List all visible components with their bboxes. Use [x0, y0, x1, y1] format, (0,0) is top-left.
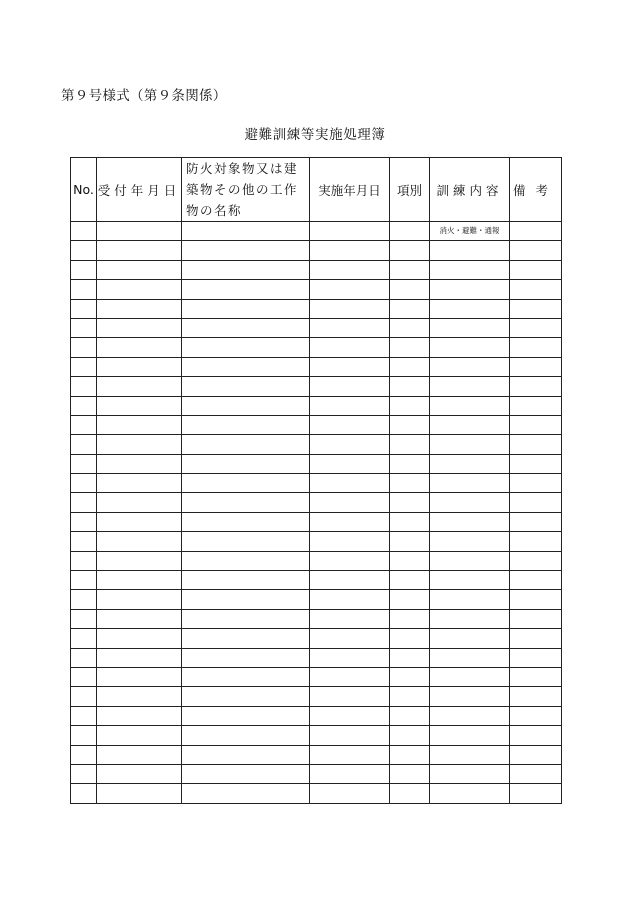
register-table — [70, 157, 562, 804]
cell-no — [71, 745, 97, 764]
table-row — [71, 590, 562, 609]
cell-training-content — [430, 764, 510, 783]
cell-no — [71, 396, 97, 415]
cell-remarks — [510, 474, 562, 493]
cell-implementation-date — [310, 687, 390, 706]
cell-item — [390, 784, 430, 803]
cell-object-name — [182, 241, 310, 260]
cell-implementation-date — [310, 318, 390, 337]
header-item: 項別 — [390, 158, 430, 222]
cell-implementation-date — [310, 571, 390, 590]
cell-item — [390, 726, 430, 745]
table-row — [71, 357, 562, 376]
table-body — [71, 222, 562, 804]
cell-training-content — [430, 571, 510, 590]
table-row — [71, 745, 562, 764]
cell-implementation-date — [310, 512, 390, 531]
cell-object-name — [182, 706, 310, 725]
cell-received-date — [97, 260, 182, 279]
cell-remarks — [510, 241, 562, 260]
cell-remarks — [510, 648, 562, 667]
cell-received-date — [97, 357, 182, 376]
cell-remarks — [510, 357, 562, 376]
header-object-name: 防火対象物又は建築物その他の工作物の名称 — [182, 158, 310, 222]
cell-implementation-date — [310, 590, 390, 609]
cell-remarks — [510, 745, 562, 764]
cell-no — [71, 629, 97, 648]
cell-remarks — [510, 764, 562, 783]
table-row — [71, 571, 562, 590]
cell-no — [71, 551, 97, 570]
cell-training-content — [430, 609, 510, 628]
cell-item — [390, 590, 430, 609]
table-row — [71, 609, 562, 628]
cell-received-date — [97, 222, 182, 241]
cell-received-date — [97, 687, 182, 706]
cell-training-content — [430, 784, 510, 803]
cell-training-content — [430, 745, 510, 764]
table-row — [71, 241, 562, 260]
cell-object-name — [182, 338, 310, 357]
table-row — [71, 280, 562, 299]
cell-received-date — [97, 726, 182, 745]
cell-no — [71, 512, 97, 531]
cell-no — [71, 260, 97, 279]
table-row — [71, 377, 562, 396]
cell-received-date — [97, 609, 182, 628]
cell-no — [71, 571, 97, 590]
cell-implementation-date — [310, 706, 390, 725]
cell-object-name — [182, 648, 310, 667]
cell-received-date — [97, 590, 182, 609]
cell-no — [71, 667, 97, 686]
header-training-content: 訓練内容 — [430, 158, 510, 222]
cell-no — [71, 241, 97, 260]
cell-no — [71, 415, 97, 434]
header-no: No. — [71, 158, 97, 222]
cell-item — [390, 396, 430, 415]
cell-remarks — [510, 687, 562, 706]
cell-remarks — [510, 706, 562, 725]
header-received-date: 受付年月日 — [97, 158, 182, 222]
cell-object-name — [182, 280, 310, 299]
cell-object-name — [182, 493, 310, 512]
cell-received-date — [97, 435, 182, 454]
table-row — [71, 415, 562, 434]
cell-received-date — [97, 512, 182, 531]
cell-object-name — [182, 571, 310, 590]
cell-implementation-date — [310, 241, 390, 260]
cell-no — [71, 493, 97, 512]
cell-remarks — [510, 512, 562, 531]
cell-no — [71, 454, 97, 473]
cell-implementation-date — [310, 357, 390, 376]
cell-training-content — [430, 280, 510, 299]
cell-remarks — [510, 667, 562, 686]
cell-remarks — [510, 590, 562, 609]
cell-object-name — [182, 512, 310, 531]
cell-item — [390, 551, 430, 570]
cell-received-date — [97, 474, 182, 493]
cell-item — [390, 454, 430, 473]
cell-remarks — [510, 493, 562, 512]
cell-implementation-date — [310, 726, 390, 745]
cell-no — [71, 609, 97, 628]
cell-training-content — [430, 241, 510, 260]
cell-implementation-date — [310, 454, 390, 473]
cell-training-content — [430, 551, 510, 570]
table-row — [71, 706, 562, 725]
cell-object-name — [182, 551, 310, 570]
cell-item — [390, 260, 430, 279]
cell-item — [390, 280, 430, 299]
cell-item — [390, 222, 430, 241]
cell-remarks — [510, 222, 562, 241]
table-row — [71, 435, 562, 454]
cell-remarks — [510, 260, 562, 279]
cell-implementation-date — [310, 474, 390, 493]
table-row — [71, 687, 562, 706]
cell-remarks — [510, 396, 562, 415]
cell-training-content — [430, 260, 510, 279]
header-implementation-date: 実施年月日 — [310, 158, 390, 222]
header-remarks: 備考 — [510, 158, 562, 222]
cell-item — [390, 629, 430, 648]
cell-received-date — [97, 629, 182, 648]
cell-remarks — [510, 299, 562, 318]
cell-object-name — [182, 667, 310, 686]
cell-training-content — [430, 590, 510, 609]
cell-item — [390, 241, 430, 260]
table-row — [71, 667, 562, 686]
cell-implementation-date — [310, 338, 390, 357]
cell-implementation-date — [310, 260, 390, 279]
cell-implementation-date — [310, 667, 390, 686]
cell-object-name — [182, 590, 310, 609]
cell-remarks — [510, 532, 562, 551]
cell-item — [390, 609, 430, 628]
cell-no — [71, 764, 97, 783]
cell-object-name — [182, 222, 310, 241]
cell-item — [390, 377, 430, 396]
cell-received-date — [97, 745, 182, 764]
cell-object-name — [182, 396, 310, 415]
cell-item — [390, 571, 430, 590]
cell-object-name — [182, 415, 310, 434]
cell-received-date — [97, 338, 182, 357]
cell-received-date — [97, 764, 182, 783]
cell-no — [71, 222, 97, 241]
cell-received-date — [97, 377, 182, 396]
cell-implementation-date — [310, 396, 390, 415]
cell-implementation-date — [310, 745, 390, 764]
cell-object-name — [182, 299, 310, 318]
cell-training-content — [430, 687, 510, 706]
cell-no — [71, 784, 97, 803]
cell-training-content — [430, 726, 510, 745]
cell-item — [390, 687, 430, 706]
cell-object-name — [182, 745, 310, 764]
cell-implementation-date — [310, 551, 390, 570]
header-row — [71, 158, 562, 222]
cell-training-content — [430, 396, 510, 415]
cell-no — [71, 706, 97, 725]
cell-object-name — [182, 784, 310, 803]
cell-training-content — [430, 512, 510, 531]
cell-implementation-date — [310, 609, 390, 628]
cell-remarks — [510, 338, 562, 357]
cell-item — [390, 357, 430, 376]
table-row — [71, 474, 562, 493]
cell-remarks — [510, 415, 562, 434]
cell-item — [390, 764, 430, 783]
table-row — [71, 318, 562, 337]
cell-no — [71, 299, 97, 318]
cell-no — [71, 280, 97, 299]
cell-item — [390, 338, 430, 357]
cell-object-name — [182, 609, 310, 628]
cell-item — [390, 512, 430, 531]
cell-training-content — [430, 299, 510, 318]
cell-item — [390, 415, 430, 434]
cell-implementation-date — [310, 415, 390, 434]
cell-no — [71, 726, 97, 745]
cell-object-name — [182, 318, 310, 337]
cell-received-date — [97, 241, 182, 260]
cell-implementation-date — [310, 532, 390, 551]
table-row — [71, 260, 562, 279]
cell-remarks — [510, 629, 562, 648]
cell-implementation-date — [310, 493, 390, 512]
cell-implementation-date — [310, 764, 390, 783]
cell-remarks — [510, 784, 562, 803]
cell-remarks — [510, 551, 562, 570]
cell-item — [390, 474, 430, 493]
table-row — [71, 629, 562, 648]
cell-received-date — [97, 648, 182, 667]
cell-no — [71, 318, 97, 337]
cell-item — [390, 745, 430, 764]
cell-no — [71, 648, 97, 667]
cell-no — [71, 377, 97, 396]
cell-remarks — [510, 571, 562, 590]
cell-remarks — [510, 318, 562, 337]
cell-item — [390, 648, 430, 667]
cell-received-date — [97, 784, 182, 803]
cell-training-content — [430, 415, 510, 434]
table-row — [71, 338, 562, 357]
table-row — [71, 493, 562, 512]
form-number: 第９号様式（第９条関係） — [61, 88, 227, 104]
cell-implementation-date — [310, 377, 390, 396]
cell-training-content — [430, 318, 510, 337]
cell-no — [71, 435, 97, 454]
table-row — [71, 764, 562, 783]
table-row — [71, 222, 562, 241]
cell-object-name — [182, 377, 310, 396]
cell-object-name — [182, 687, 310, 706]
cell-no — [71, 357, 97, 376]
cell-item — [390, 435, 430, 454]
cell-received-date — [97, 280, 182, 299]
cell-received-date — [97, 667, 182, 686]
cell-implementation-date — [310, 435, 390, 454]
cell-training-content — [430, 338, 510, 357]
cell-remarks — [510, 454, 562, 473]
cell-no — [71, 474, 97, 493]
cell-remarks — [510, 609, 562, 628]
table-row — [71, 396, 562, 415]
cell-implementation-date — [310, 280, 390, 299]
cell-training-content — [430, 474, 510, 493]
cell-no — [71, 338, 97, 357]
table-row — [71, 454, 562, 473]
cell-item — [390, 706, 430, 725]
table-row — [71, 784, 562, 803]
cell-object-name — [182, 474, 310, 493]
table-row — [71, 648, 562, 667]
cell-object-name — [182, 629, 310, 648]
cell-training-content — [430, 377, 510, 396]
cell-remarks — [510, 435, 562, 454]
cell-item — [390, 493, 430, 512]
cell-received-date — [97, 318, 182, 337]
document-title: 避難訓練等実施処理簿 — [244, 127, 386, 143]
cell-training-content — [430, 667, 510, 686]
table-row — [71, 299, 562, 318]
cell-implementation-date — [310, 299, 390, 318]
table-row — [71, 726, 562, 745]
table-row — [71, 551, 562, 570]
cell-training-content — [430, 435, 510, 454]
cell-remarks — [510, 377, 562, 396]
cell-object-name — [182, 726, 310, 745]
cell-object-name — [182, 260, 310, 279]
cell-no — [71, 687, 97, 706]
cell-remarks — [510, 726, 562, 745]
cell-training-content — [430, 532, 510, 551]
cell-no — [71, 590, 97, 609]
cell-received-date — [97, 415, 182, 434]
cell-received-date — [97, 454, 182, 473]
cell-object-name — [182, 532, 310, 551]
cell-training-note: 消火・避難・通報 — [430, 222, 510, 241]
cell-training-content — [430, 493, 510, 512]
cell-received-date — [97, 396, 182, 415]
cell-implementation-date — [310, 629, 390, 648]
cell-received-date — [97, 571, 182, 590]
cell-item — [390, 299, 430, 318]
cell-training-content — [430, 454, 510, 473]
cell-object-name — [182, 764, 310, 783]
cell-implementation-date — [310, 222, 390, 241]
cell-received-date — [97, 551, 182, 570]
cell-object-name — [182, 357, 310, 376]
cell-implementation-date — [310, 784, 390, 803]
cell-received-date — [97, 532, 182, 551]
cell-received-date — [97, 299, 182, 318]
cell-training-content — [430, 629, 510, 648]
cell-remarks — [510, 280, 562, 299]
cell-received-date — [97, 493, 182, 512]
cell-training-content — [430, 357, 510, 376]
cell-training-content — [430, 706, 510, 725]
cell-implementation-date — [310, 648, 390, 667]
table-row — [71, 532, 562, 551]
cell-no — [71, 532, 97, 551]
cell-received-date — [97, 706, 182, 725]
table-row — [71, 512, 562, 531]
cell-item — [390, 532, 430, 551]
cell-object-name — [182, 454, 310, 473]
cell-item — [390, 318, 430, 337]
cell-item — [390, 667, 430, 686]
cell-training-content — [430, 648, 510, 667]
cell-object-name — [182, 435, 310, 454]
